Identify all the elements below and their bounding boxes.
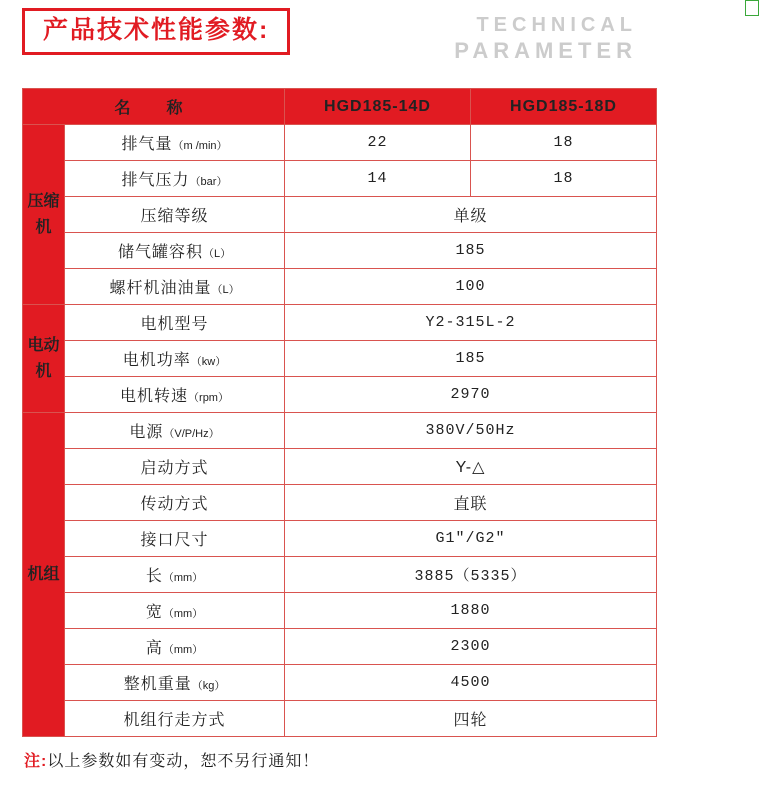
row-label-unit: （kg） [191, 680, 226, 692]
row-label [65, 665, 285, 701]
row-label-text: 排气压力 [121, 172, 190, 189]
row-label-text: 排气量 [121, 136, 173, 153]
row-label-unit: （mm） [162, 644, 204, 656]
table-row [23, 701, 657, 737]
english-subtitle-line1: TECHNICAL [476, 14, 637, 36]
header-model-2: HGD185-18D [471, 89, 657, 125]
row-label-text: 电机功率 [122, 352, 191, 369]
row-value-shared: 185 [285, 341, 657, 377]
row-label [65, 593, 285, 629]
table-row [23, 629, 657, 665]
row-label-unit: （mm） [162, 572, 204, 584]
row-value-shared: 185 [285, 233, 657, 269]
row-value-shared: 2300 [285, 629, 657, 665]
row-label-text: 传动方式 [140, 496, 209, 513]
group-label-motor: 电动机 [23, 305, 65, 413]
row-label-text: 接口尺寸 [140, 532, 209, 549]
row-value-shared: G1"/G2" [285, 521, 657, 557]
table-row [23, 377, 657, 413]
row-label-unit: （rpm） [188, 392, 229, 404]
row-label [65, 449, 285, 485]
table-row [23, 521, 657, 557]
table-row [23, 557, 657, 593]
row-label [65, 557, 285, 593]
row-label-text: 高 [145, 640, 163, 657]
row-label [65, 701, 285, 737]
table-row [23, 593, 657, 629]
table-row [23, 485, 657, 521]
row-value-shared: 100 [285, 269, 657, 305]
group-label-unit: 机组 [23, 413, 65, 737]
row-value-shared: Y2-315L-2 [285, 305, 657, 341]
row-label [65, 377, 285, 413]
spec-table [22, 88, 657, 737]
row-value-shared: 直联 [285, 485, 657, 521]
row-value-shared: 四轮 [285, 701, 657, 737]
row-label-text: 宽 [145, 604, 163, 621]
row-label-unit: （V/P/Hz） [163, 428, 220, 440]
footnote-text: 以上参数如有变动，恕不另行通知！ [47, 753, 320, 770]
row-value-model2: 18 [471, 161, 657, 197]
spec-table-wrap [22, 88, 656, 737]
table-row [23, 125, 657, 161]
table-row [23, 197, 657, 233]
table-row [23, 305, 657, 341]
row-value-model1: 14 [285, 161, 471, 197]
row-label-unit: （L） [202, 248, 232, 260]
row-label [65, 197, 285, 233]
footnote [24, 748, 319, 771]
page-header [0, 0, 765, 78]
row-value-shared: 4500 [285, 665, 657, 701]
row-value-shared: 1880 [285, 593, 657, 629]
row-label-text: 电源 [129, 424, 164, 441]
corner-marker-icon [745, 0, 759, 16]
table-header-row [23, 89, 657, 125]
row-label-text: 电机型号 [140, 316, 209, 333]
table-row [23, 413, 657, 449]
row-label [65, 269, 285, 305]
page-title: 产品技术性能参数: [43, 16, 270, 44]
table-row [23, 161, 657, 197]
header-model-1: HGD185-14D [285, 89, 471, 125]
header-name: 名 称 [23, 89, 285, 125]
row-label-text: 机组行走方式 [123, 712, 226, 729]
english-subtitle [454, 12, 637, 64]
group-label-compressor: 压缩机 [23, 125, 65, 305]
row-value-shared: 3885（5335） [285, 557, 657, 593]
english-subtitle-line2: PARAMETER [454, 38, 637, 63]
row-value-shared: Y-△ [285, 449, 657, 485]
row-label-unit: （kw） [190, 356, 227, 368]
row-label [65, 161, 285, 197]
row-label-text: 长 [145, 568, 163, 585]
row-label [65, 485, 285, 521]
row-label-text: 螺杆机油油量 [109, 280, 212, 297]
page-title-box [22, 8, 290, 55]
row-value-model1: 22 [285, 125, 471, 161]
row-label [65, 233, 285, 269]
table-row [23, 233, 657, 269]
row-label-text: 电机转速 [120, 388, 189, 405]
row-label-unit: （bar） [189, 176, 228, 188]
row-label [65, 521, 285, 557]
row-label-text: 整机重量 [123, 676, 192, 693]
row-label-text: 启动方式 [140, 460, 209, 477]
row-label-unit: （mm） [162, 608, 204, 620]
table-row [23, 269, 657, 305]
row-label-unit: （L） [211, 284, 240, 296]
row-value-shared: 单级 [285, 197, 657, 233]
row-label [65, 629, 285, 665]
table-row [23, 449, 657, 485]
row-label [65, 413, 285, 449]
row-label [65, 125, 285, 161]
row-label-text: 压缩等级 [140, 208, 209, 225]
row-value-shared: 2970 [285, 377, 657, 413]
table-row [23, 665, 657, 701]
footnote-mark: 注: [24, 753, 48, 770]
row-label-unit: （m /min） [172, 140, 228, 152]
row-value-shared: 380V/50Hz [285, 413, 657, 449]
spec-table-body [23, 125, 657, 737]
row-label [65, 341, 285, 377]
row-label [65, 305, 285, 341]
row-label-text: 储气罐容积 [117, 244, 203, 261]
table-row [23, 341, 657, 377]
row-value-model2: 18 [471, 125, 657, 161]
